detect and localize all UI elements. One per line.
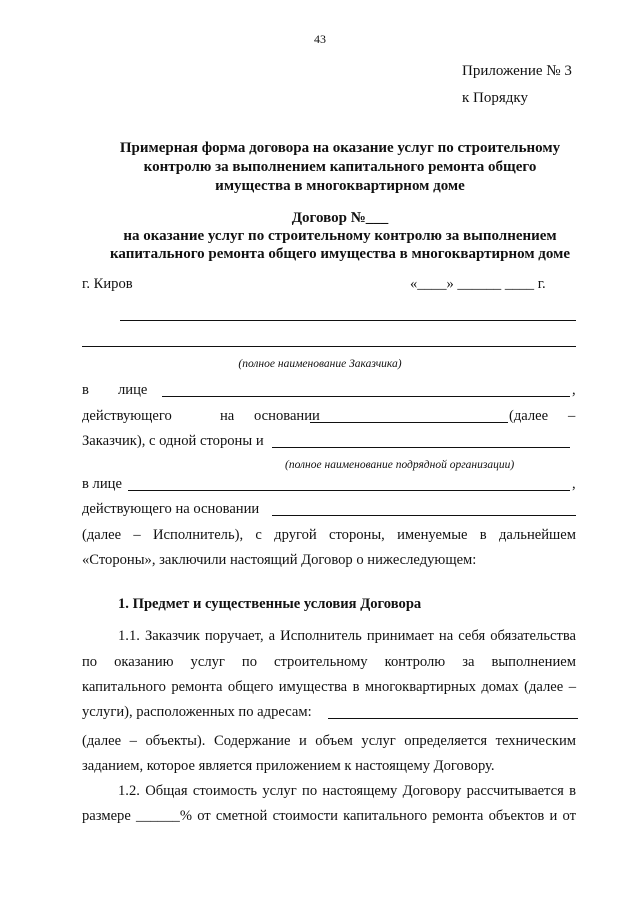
litse-word: лице <box>118 382 148 398</box>
clause-1-1-line-5: (далее – объекты). Содержание и объем услуг определяется техническим <box>82 733 576 749</box>
v-litse-text: в лице <box>82 476 122 492</box>
clause-1-1-line-1: 1.1. Заказчик поручает, а Исполнитель принимает на себя обязательства <box>118 628 576 644</box>
contractor-name-line <box>272 447 570 448</box>
acting-word: действующего <box>82 408 172 424</box>
section-1-title: 1. Предмет и существенные условия Договора <box>118 596 422 612</box>
comma-2: , <box>572 476 576 492</box>
customer-hint: (полное наименование Заказчика) <box>238 358 402 370</box>
form-title-line-2: контролю за выполнением капитального ремонта общего <box>143 159 537 175</box>
parties-line-2: «Стороны», заключили настоящий Договор о нижеследующем: <box>82 552 477 568</box>
date-field: «____» ______ ____ г. <box>410 276 546 292</box>
contract-subtitle-line-1: на оказание услуг по строительному контролю за выполнением <box>123 228 557 244</box>
addresses-line <box>328 718 578 719</box>
form-title-line-1: Примерная форма договора на оказание услуг по строительному <box>119 140 561 156</box>
clause-1-1-line-2: по оказанию услуг по строительному контролю за выполнением <box>82 654 576 670</box>
contract-subtitle-line-2: капитального ремонта общего имущества в многоквартирном доме <box>110 246 570 262</box>
appendix-reference: к Порядку <box>462 90 528 106</box>
city-label: г. Киров <box>82 276 133 292</box>
acting-basis-text: действующего на основании <box>82 501 260 517</box>
customer-name-line-2 <box>82 346 576 347</box>
representative-line <box>162 396 570 397</box>
contractor-representative-line <box>128 490 570 491</box>
contract-heading: Договор №___ <box>291 210 389 226</box>
na-word: на <box>220 408 235 424</box>
page-number: 43 <box>314 32 326 46</box>
comma-1: , <box>572 382 576 398</box>
v-word: в <box>82 382 89 398</box>
dash-1: – <box>568 408 576 424</box>
contractor-hint: (полное наименование подрядной организации) <box>285 459 515 471</box>
clause-1-2-line-2: размере ______% от сметной стоимости капитального ремонта объектов и от <box>82 808 576 824</box>
customer-side-text: Заказчик), с одной стороны и <box>82 433 264 449</box>
osnovanii-word: основании <box>254 408 320 424</box>
basis-line-2 <box>272 515 576 516</box>
clause-1-1-line-4: услуги), расположенных по адресам: <box>82 704 312 720</box>
clause-1-2-line-1: 1.2. Общая стоимость услуг по настоящему Договору рассчитывается в <box>118 783 576 799</box>
appendix-label: Приложение № 3 <box>462 63 572 79</box>
dalee-word: (далее <box>509 408 549 424</box>
parties-line-1: (далее – Исполнитель), с другой стороны, именуемые в дальнейшем <box>82 527 576 543</box>
clause-1-1-line-6: заданием, которое является приложением к настоящему Договору. <box>82 758 495 774</box>
customer-name-line-1 <box>120 320 576 321</box>
basis-line-1 <box>310 422 508 423</box>
clause-1-1-line-3: капитального ремонта общего имущества в многоквартирных домах (далее – <box>82 679 576 695</box>
form-title-line-3: имущества в многоквартирном доме <box>215 178 465 194</box>
